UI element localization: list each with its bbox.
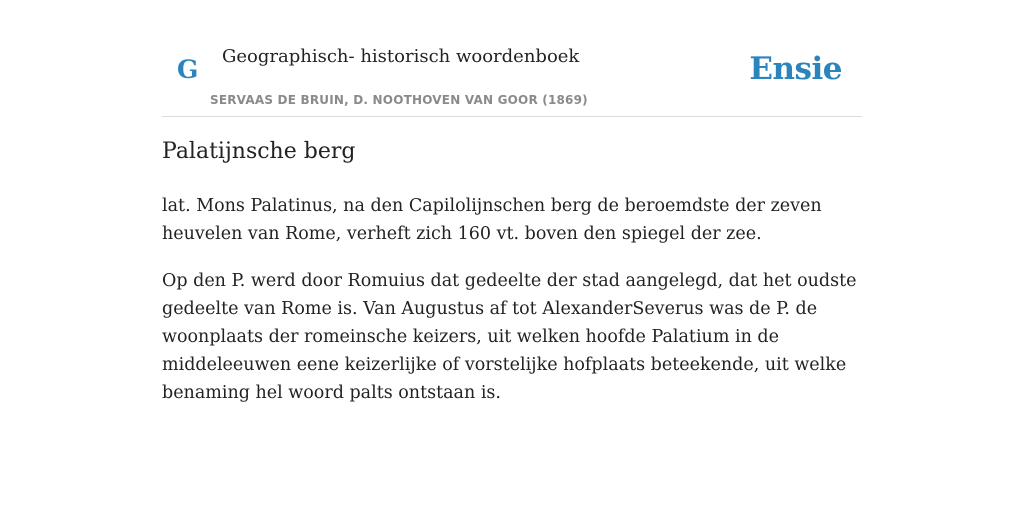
ensie-logo-link[interactable]: Ensie — [749, 51, 842, 87]
entry-paragraph: lat. Mons Palatinus, na den Capilolijnschen berg de beroemdste der zeven heuvelen van Rome, verheft zich 160 vt. boven den spiegel der zee. — [162, 196, 822, 244]
book-header — [162, 40, 862, 117]
book-logo-link[interactable]: G — [177, 55, 199, 84]
book-author: SERVAAS DE BRUIN, D. NOOTHOVEN VAN GOOR (1869) — [210, 93, 588, 107]
book-title-link[interactable]: Geographisch- historisch woordenboek — [222, 46, 580, 67]
entry-paragraph: Op den P. werd door Romuius dat gedeelte der stad aangelegd, dat het oudste gedeelte van Rome is. Van Augustus af tot AlexanderSeverus was de P. de woonplaats der romeinsche keizers, uit welken hoofde Palatium in de middeleeuwen eene keizerlijke of vorstelijke hofplaats beteekende, uit welke benaming hel woord palts ontstaan is. — [162, 271, 857, 403]
entry-body — [162, 192, 862, 426]
entry-title: Palatijnsche berg — [162, 139, 356, 164]
